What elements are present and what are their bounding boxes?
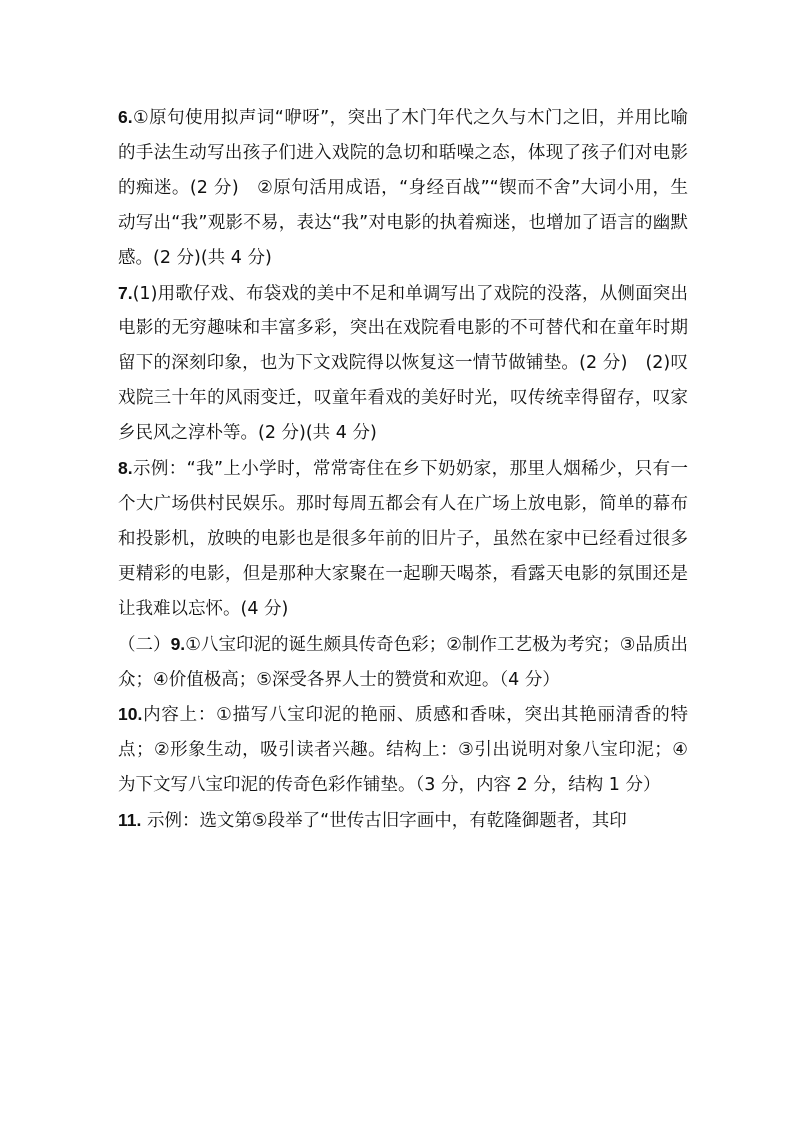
answer-text: ①八宝印泥的诞生颇具传奇色彩；②制作工艺极为考究；③品质出众；④价值极高；⑤深受各界人士的赞赏和欢迎。（4 分） xyxy=(118,634,688,690)
answer-number: 9. xyxy=(170,633,186,654)
answer-9 xyxy=(118,627,688,698)
answer-number: 6. xyxy=(118,107,133,127)
answer-text: (1)用歌仔戏、布袋戏的美中不足和单调写出了戏院的没落，从侧面突出电影的无穷趣味和丰富多彩，突出在戏院看电影的不可替代和在童年时期留下的深刻印象，也为下文戏院得以恢复这一情节做铺垫。(2 分) (2)叹戏院三十年的风雨变迁，叹童年看戏的美好时光，叹传统幸得留存，叹家乡民风之淳朴等。(2 分)(共 4 分) xyxy=(118,283,688,444)
answer-number: 11. xyxy=(118,810,142,831)
answer-text: 内容上：①描写八宝印泥的艳丽、质感和香味，突出其艳丽清香的特点；②形象生动，吸引读者兴趣。结构上：③引出说明对象八宝印泥；④为下文写八宝印泥的传奇色彩作铺垫。（3 分，内容 2 分，结构 1 分） xyxy=(118,705,688,796)
answer-text: 示例：“我”上小学时，常常寄住在乡下奶奶家，那里人烟稀少，只有一个大广场供村民娱乐。那时每周五都会有人在广场上放电影，简单的幕布和投影机，放映的电影也是很多年前的旧片子，虽然在家中已经看过很多更精彩的电影，但是那种大家聚在一起聊天喝茶，看露天电影的氛围还是让我难以忘怀。(4 分) xyxy=(118,459,688,619)
answer-number: 7. xyxy=(118,282,133,303)
answer-7 xyxy=(118,276,688,452)
section-prefix: （二） xyxy=(118,634,171,655)
answer-10 xyxy=(118,697,688,803)
answer-number: 8. xyxy=(118,458,133,479)
answer-text: 示例：选文第⑤段举了“世传古旧字画中，有乾隆御题者，其印 xyxy=(141,811,627,832)
answer-11 xyxy=(118,803,688,839)
answer-document xyxy=(118,100,688,839)
answer-number: 10. xyxy=(118,704,143,725)
answer-8 xyxy=(118,451,688,627)
answer-text: ①原句使用拟声词“咿呀”，突出了木门年代之久与木门之旧，并用比喻的手法生动写出孩子们进入戏院的急切和聒噪之态，体现了孩子们对电影的痴迷。(2 分) ②原句活用成语，“身经百战”“锲而不舍”大词小用，生动写出“我”观影不易，表达“我”对电影的执着痴迷，也增加了语言的幽默感。(2 分)(共 4 分) xyxy=(118,108,688,268)
answer-6 xyxy=(118,100,688,276)
